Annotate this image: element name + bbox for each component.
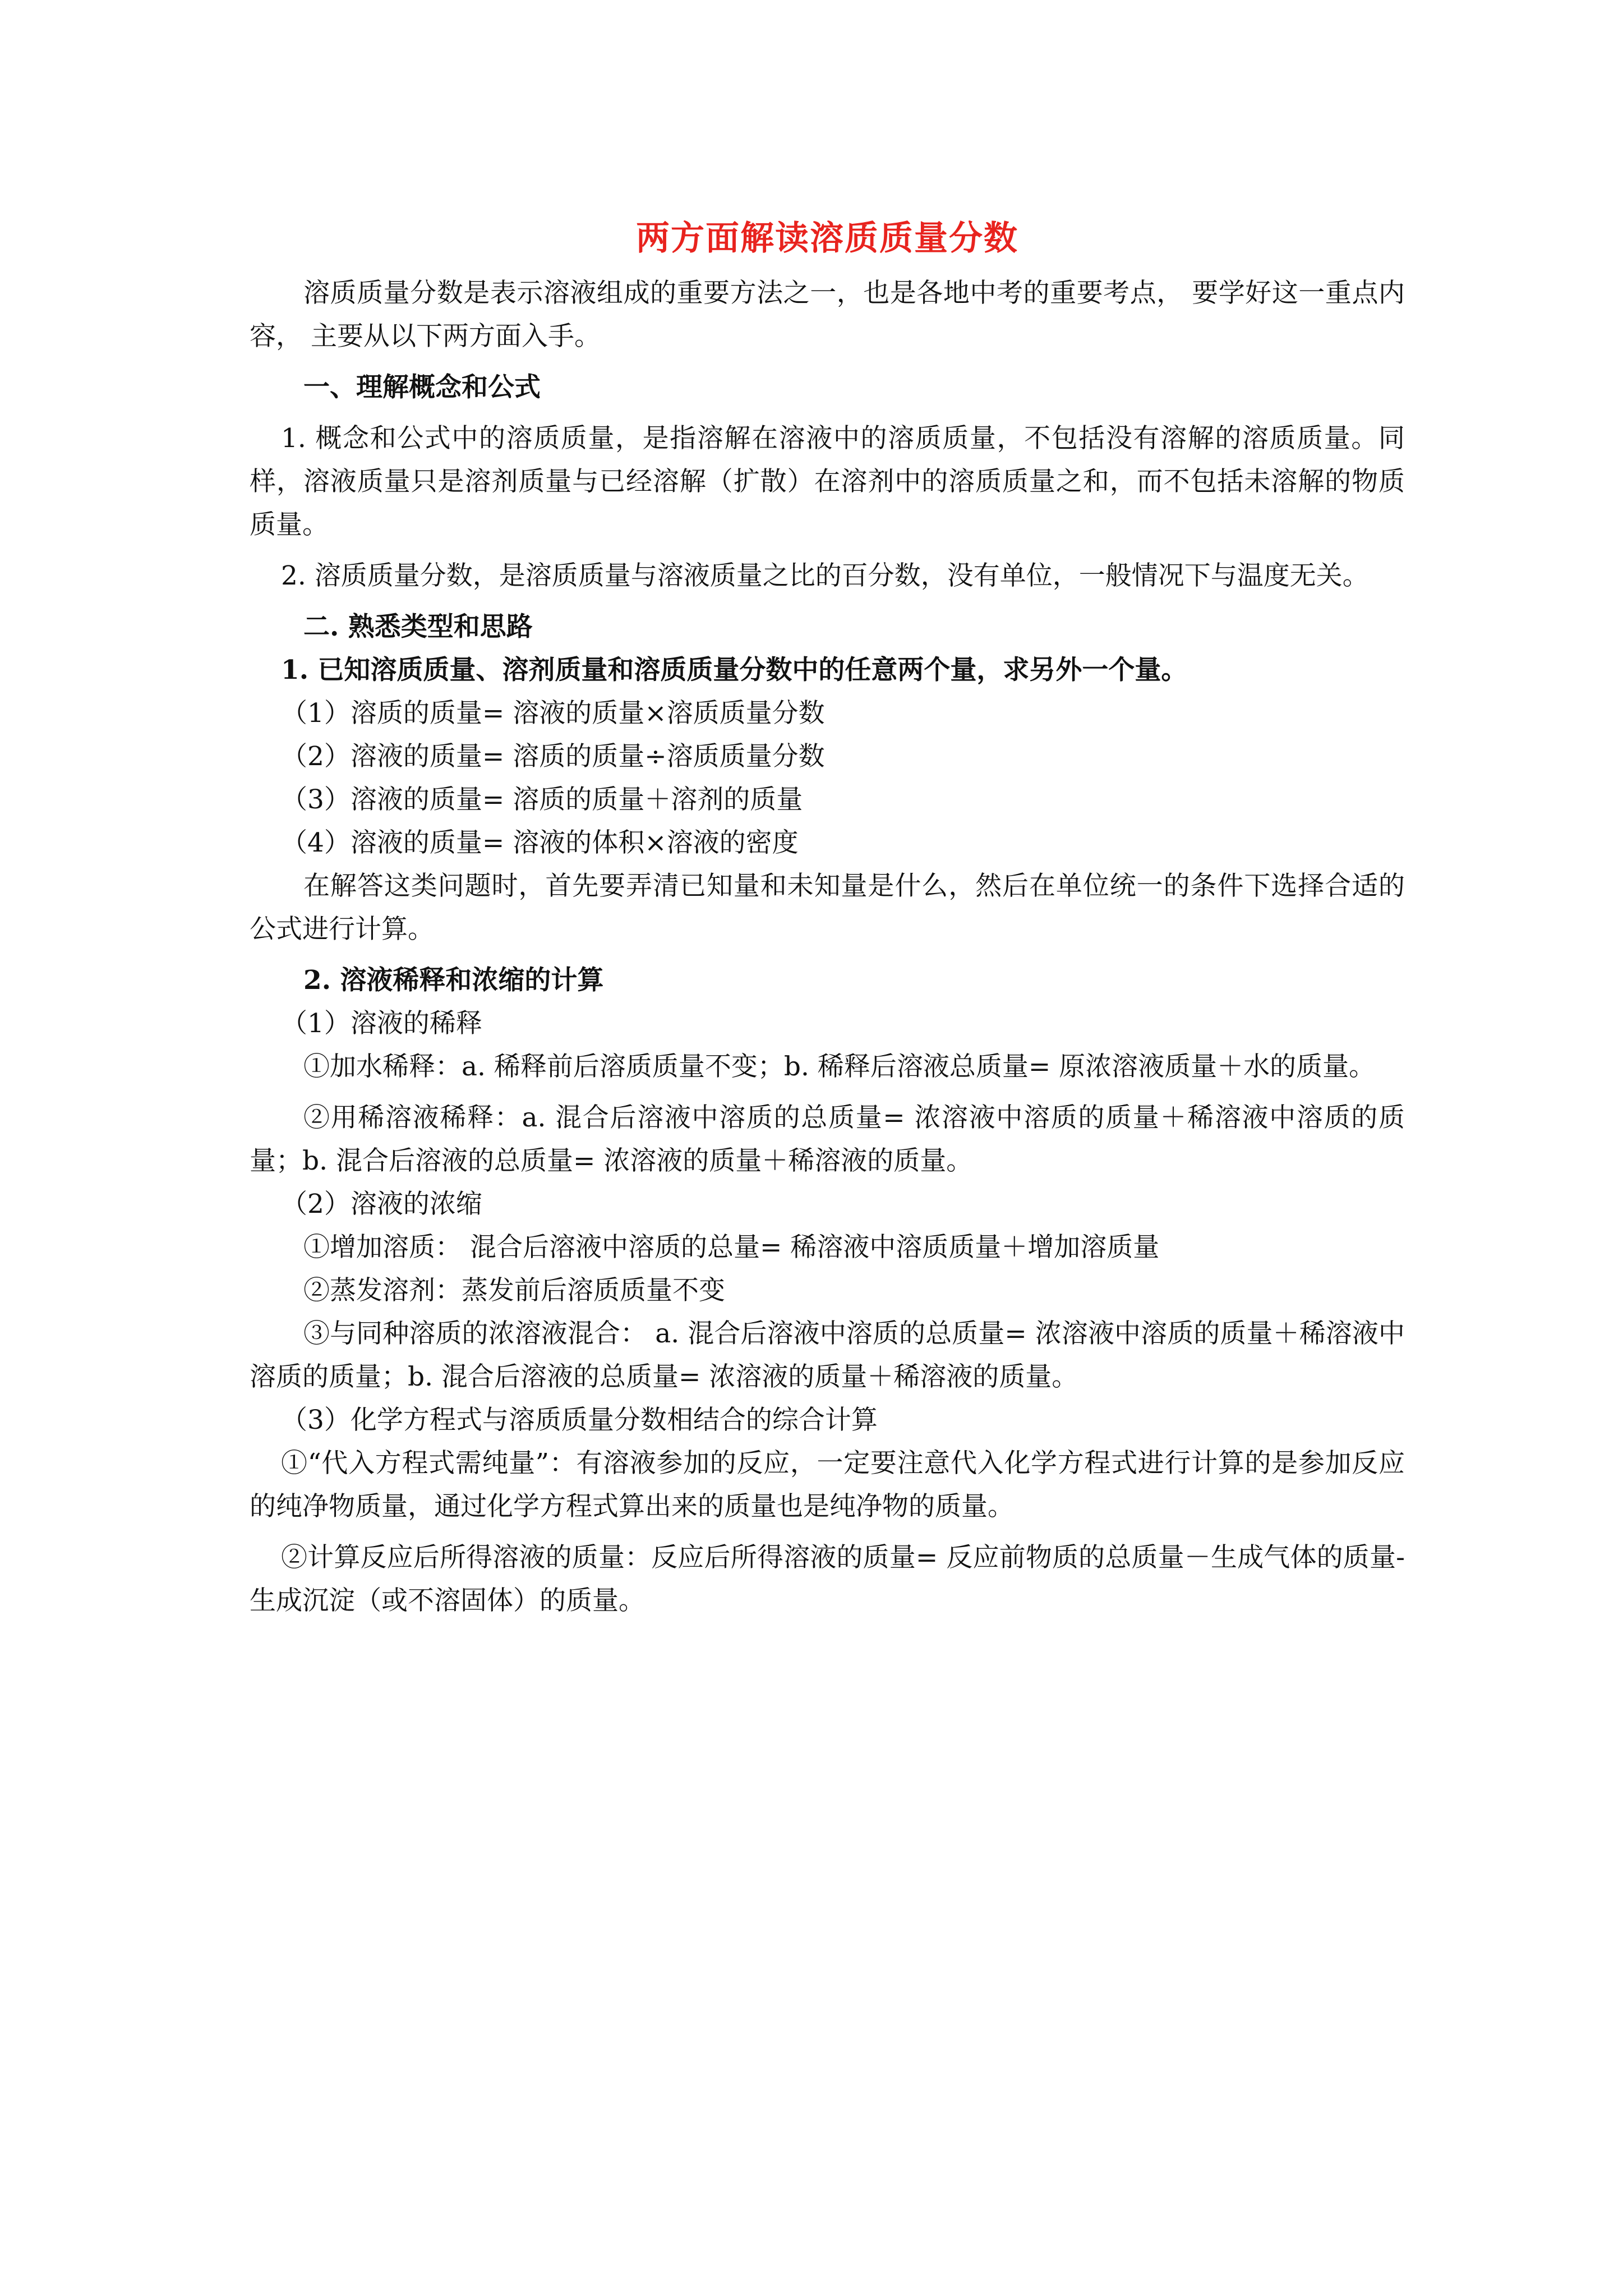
formula-2: （2）溶液的质量= 溶质的质量÷溶质质量分数: [281, 741, 825, 772]
combined-item2: ②计算反应后所得溶液的质量：反应后所得溶液的质量= 反应前物质的总质量－生成气体的质量-生成沉淀（或不溶固体）的质量。: [250, 1542, 1405, 1616]
section2-sub1-heading: 1. 已知溶质质量、溶剂质量和溶质质量分数中的任意两个量，求另外一个量。: [281, 655, 1188, 685]
formula-note: 在解答这类问题时，首先要弄清已知量和未知量是什么，然后在单位统一的条件下选择合适的公式进行计算。: [250, 871, 1405, 945]
combined-heading: （3）化学方程式与溶质质量分数相结合的综合计算: [281, 1405, 878, 1435]
concentration-item1: ①增加溶质： 混合后溶液中溶质的总量= 稀溶液中溶质质量＋增加溶质量: [303, 1232, 1160, 1263]
section2-heading: 二. 熟悉类型和思路: [303, 611, 533, 642]
concentration-item3: ③与同种溶质的浓溶液混合： a. 混合后溶液中溶质的总质量= 浓溶液中溶质的质量＋稀溶液中溶质的质量；b. 混合后溶液的总质量= 浓溶液的质量＋稀溶液的质量。: [250, 1318, 1405, 1392]
concentration-item2: ②蒸发溶剂：蒸发前后溶质质量不变: [303, 1275, 725, 1306]
formula-1: （1）溶质的质量= 溶液的质量×溶质质量分数: [281, 698, 825, 729]
section1-heading: 一、理解概念和公式: [303, 372, 541, 403]
intro-paragraph: 溶质质量分数是表示溶液组成的重要方法之一，也是各地中考的重要考点， 要学好这一重点内容， 主要从以下两方面入手。: [250, 278, 1405, 352]
section2-sub2-heading: 2. 溶液稀释和浓缩的计算: [303, 965, 604, 996]
combined-item1: ①“代入方程式需纯量”：有溶液参加的反应，一定要注意代入化学方程式进行计算的是参加反应的纯净物质量，通过化学方程式算出来的质量也是纯净物的质量。: [250, 1448, 1405, 1522]
dilution-heading: （1）溶液的稀释: [281, 1008, 482, 1039]
document-body: [250, 213, 1405, 1622]
dilution-item2: ②用稀溶液稀释：a. 混合后溶液中溶质的总质量= 浓溶液中溶质的质量＋稀溶液中溶质的质量；b. 混合后溶液的总质量= 浓溶液的质量＋稀溶液的质量。: [250, 1102, 1405, 1176]
formula-3: （3）溶液的质量= 溶质的质量＋溶剂的质量: [281, 784, 803, 815]
page-title: 两方面解读溶质质量分数: [636, 219, 1018, 258]
concentration-heading: （2）溶液的浓缩: [281, 1189, 482, 1220]
dilution-item1: ①加水稀释：a. 稀释前后溶质质量不变；b. 稀释后溶液总质量= 原浓溶液质量＋水的质量。: [303, 1051, 1376, 1082]
formula-4: （4）溶液的质量= 溶液的体积×溶液的密度: [281, 827, 799, 858]
section1-item2: 2. 溶质质量分数，是溶质质量与溶液质量之比的百分数，没有单位，一般情况下与温度无关。: [281, 560, 1369, 591]
section1-item1: 1. 概念和公式中的溶质质量，是指溶解在溶液中的溶质质量，不包括没有溶解的溶质质量。同样，溶液质量只是溶剂质量与已经溶解（扩散）在溶剂中的溶质质量之和，而不包括未溶解的物质质量。: [250, 423, 1405, 540]
